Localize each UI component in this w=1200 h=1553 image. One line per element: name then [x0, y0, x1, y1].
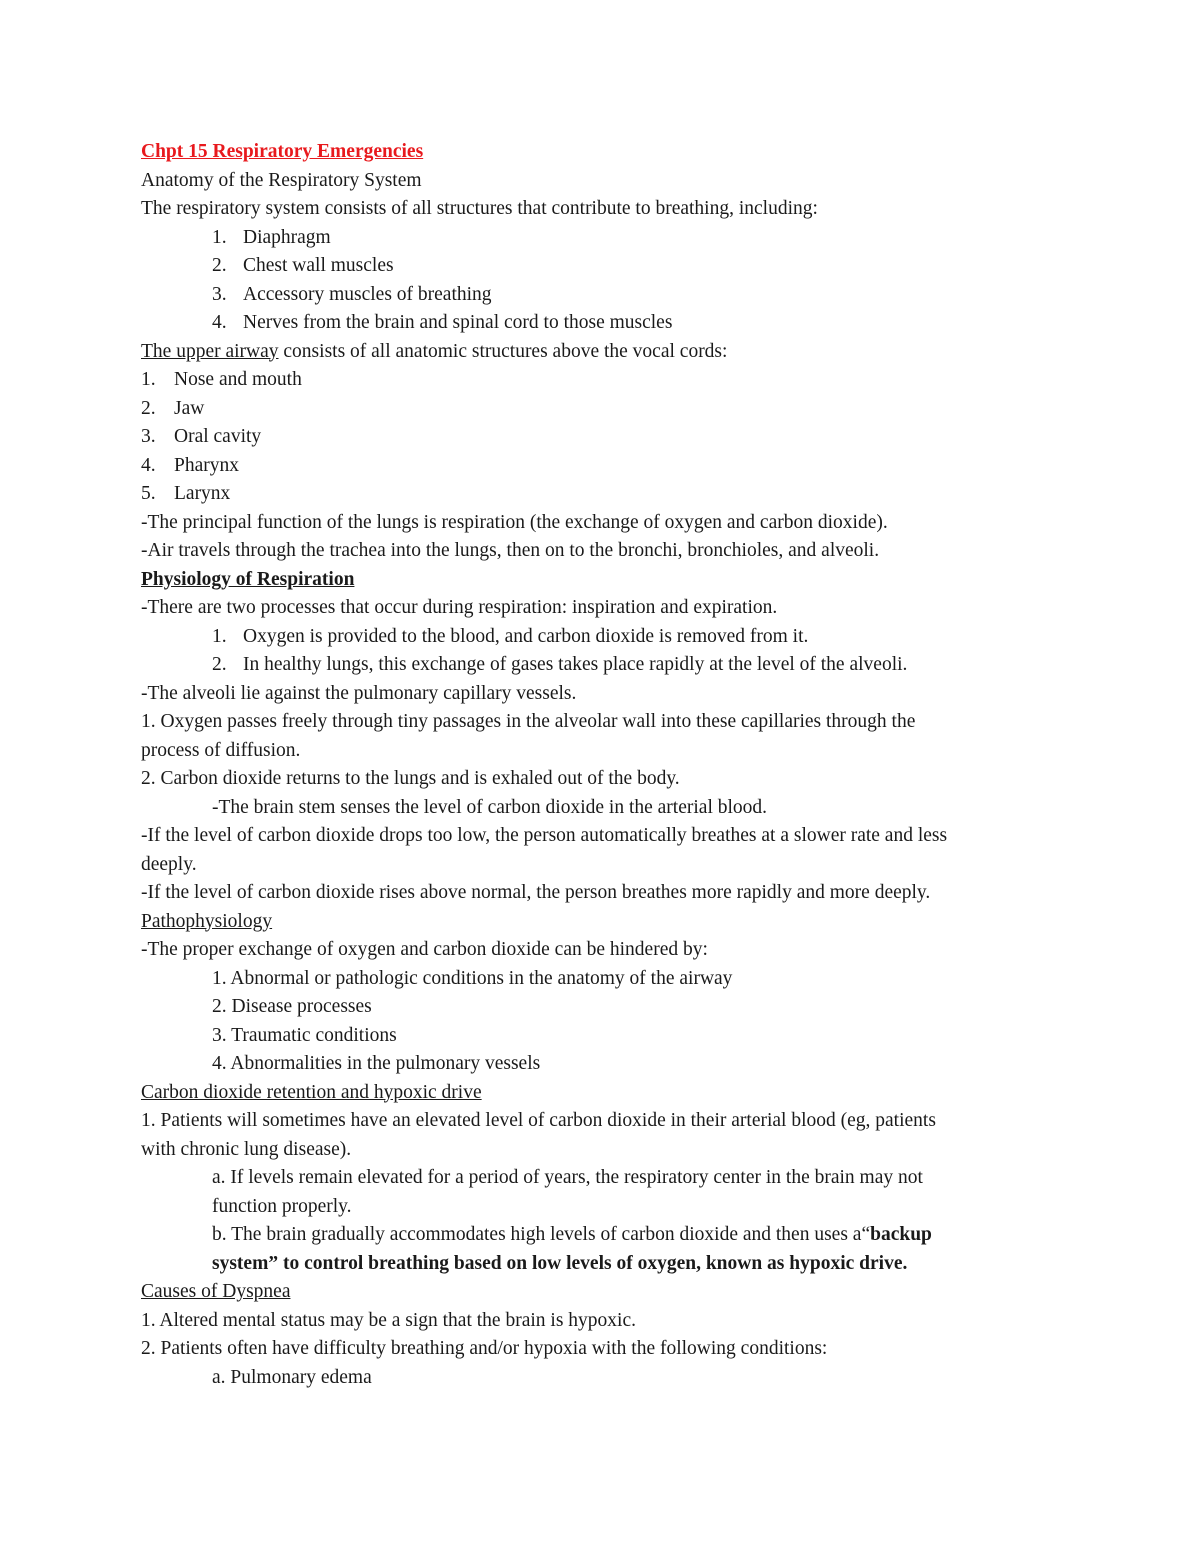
list-item: 4. Nerves from the brain and spinal cord to those muscles	[212, 312, 673, 333]
physiology-intro: -There are two processes that occur during respiration: inspiration and expiration.	[141, 597, 778, 618]
co2-return-text: 2. Carbon dioxide returns to the lungs and is exhaled out of the body.	[141, 768, 680, 789]
list-item: 3. Traumatic conditions	[212, 1024, 397, 1046]
co2-retention-a-line-1: a. If levels remain elevated for a period of years, the respiratory center in the brain may not	[212, 1167, 923, 1188]
anatomy-intro: The respiratory system consists of all structures that contribute to breathing, including:	[141, 198, 818, 219]
list-item: 5. Larynx	[141, 483, 231, 504]
list-item: 3. Oral cavity	[141, 426, 262, 447]
pathophysiology-intro: -The proper exchange of oxygen and carbon dioxide can be hindered by:	[141, 939, 708, 960]
oxygen-diffusion-line-1: 1. Oxygen passes freely through tiny passages in the alveolar wall into these capillaries through the	[141, 711, 916, 732]
co2-retention-a-line-2: function properly.	[212, 1195, 352, 1217]
upper-airway-paragraph: The upper airway consists of all anatomic structures above the vocal cords:	[141, 340, 728, 362]
document-title: Chpt 15 Respiratory Emergencies	[141, 141, 424, 162]
dyspnea-item-2a: a. Pulmonary edema	[212, 1366, 372, 1388]
list-item: 1. Abnormal or pathologic conditions in the anatomy of the airway	[212, 967, 733, 989]
co2-retention-line-2: with chronic lung disease).	[141, 1138, 352, 1160]
dyspnea-item-2: 2. Patients often have difficulty breathing and/or hypoxia with the following conditions:	[141, 1338, 828, 1359]
lungs-function-text: -The principal function of the lungs is respiration (the exchange of oxygen and carbon dioxide).	[141, 511, 888, 533]
bold-text: backup	[870, 1224, 932, 1245]
list-item: 4. Pharynx	[141, 454, 239, 476]
list-item: 2. In healthy lungs, this exchange of gases takes place rapidly at the level of the alveoli.	[212, 654, 908, 675]
alveoli-text: -The alveoli lie against the pulmonary capillary vessels.	[141, 682, 577, 704]
co2-retention-heading: Carbon dioxide retention and hypoxic drive	[141, 1081, 482, 1103]
dyspnea-item-1: 1. Altered mental status may be a sign that the brain is hypoxic.	[141, 1309, 636, 1331]
brain-stem-text: -The brain stem senses the level of carbon dioxide in the arterial blood.	[212, 796, 768, 818]
anatomy-heading: Anatomy of the Respiratory System	[141, 169, 422, 191]
co2-retention-line-1: 1. Patients will sometimes have an elevated level of carbon dioxide in their arterial blood (eg, patients	[141, 1110, 936, 1131]
co2-low-line-2: deeply.	[141, 853, 197, 875]
list-item: 2. Chest wall muscles	[212, 255, 394, 276]
dyspnea-heading: Causes of Dyspnea	[141, 1281, 291, 1302]
air-path-text: -Air travels through the trachea into the lungs, then on to the bronchi, bronchioles, and alveoli.	[141, 540, 880, 561]
upper-airway-term: The upper airway	[141, 340, 279, 362]
pathophysiology-heading: Pathophysiology	[141, 910, 273, 932]
list-item: 4. Abnormalities in the pulmonary vessels	[212, 1053, 541, 1074]
list-item: 1. Nose and mouth	[141, 369, 302, 390]
co2-high-text: -If the level of carbon dioxide rises above normal, the person breathes more rapidly and more deeply.	[141, 882, 931, 903]
oxygen-diffusion-line-2: process of diffusion.	[141, 739, 301, 761]
list-item: 2. Disease processes	[212, 996, 372, 1017]
co2-low-line-1: -If the level of carbon dioxide drops too low, the person automatically breathes at a slower rate and less	[141, 825, 948, 846]
document-page	[141, 138, 1061, 1392]
list-item: 2. Jaw	[141, 397, 205, 419]
co2-retention-b-line-1: b. The brain gradually accommodates high levels of carbon dioxide and then uses a“backup	[212, 1224, 932, 1245]
list-item: 1. Oxygen is provided to the blood, and carbon dioxide is removed from it.	[212, 625, 809, 647]
list-item: 3. Accessory muscles of breathing	[212, 283, 492, 305]
physiology-heading: Physiology of Respiration	[141, 568, 355, 590]
list-item: 1. Diaphragm	[212, 226, 331, 248]
co2-retention-b-line-2: system” to control breathing based on low levels of oxygen, known as hypoxic drive.	[212, 1252, 908, 1274]
